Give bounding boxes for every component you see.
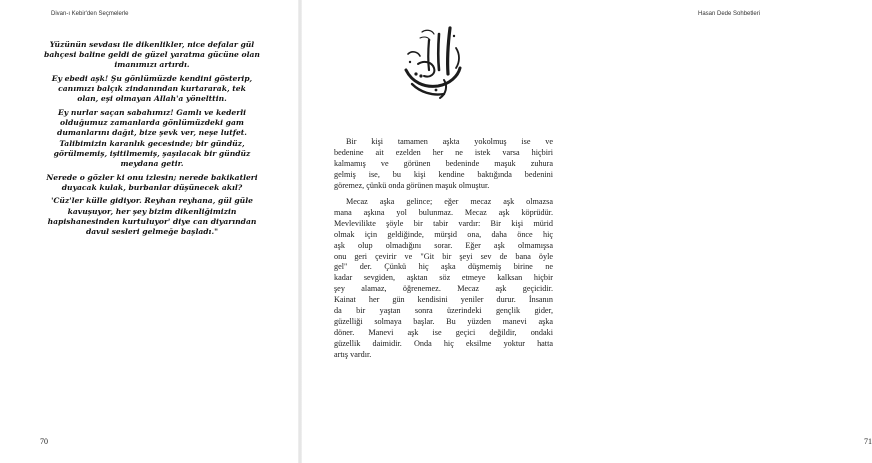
prose-line: aşk olup olmadığını sorar. Eğer aşk olmamışsa xyxy=(334,240,553,250)
poem-line: Talibimizin karanlık gecesinde; bir gündüz, xyxy=(59,138,245,148)
poem-line: bahçesi baline geldi de güzel yaratma gücüne olan xyxy=(44,50,260,60)
poem-line: olan, eşi olmayan Allah'a yönelttin. xyxy=(77,94,227,104)
prose-line: gel" der. Çünkü hiç aşka düşmemiş birine ne xyxy=(334,262,553,272)
poem-line: dumanlarını dağıt, bize şevk ver, neşe lutfet. xyxy=(57,128,247,138)
prose-line: Mecaz aşka gelince; eğer mecaz aşk olmazsa xyxy=(346,196,553,206)
prose-line: Mevlevilikte şöyle bir tabir vardır: Bir kişi mürid xyxy=(334,218,553,228)
prose-line: gelmiş ise, bu kişi kendine baktığında bedenini xyxy=(334,169,553,179)
poem-line: görülmemiş, işitilmemiş, şaşılacak bir gündüz xyxy=(53,148,251,158)
poem-line: kavuşuyor, her şey bizim dikenliğimizin xyxy=(67,206,237,216)
poem-line: meydana getir. xyxy=(120,159,184,169)
poem-line: Yüzünün sevdası ile dikenlikler, nice defalar gül xyxy=(49,40,255,49)
poem-line: Ey ebedi aşk! Şu gönlümüzde kendini gösterip, xyxy=(51,74,253,83)
poem-stanza xyxy=(33,196,271,237)
prose-line: güzellik daimidir. Onda hiç eksilme yoktur hatta xyxy=(334,339,553,349)
poem-line: 'Cüz'ler külle gidiyor. Reyhan reyhana, gül güle xyxy=(51,196,253,206)
prose-line: kadar sevgiden, aşktan söz etmeye kalksan hiçbir xyxy=(334,273,553,283)
prose-line: olmak için geldiğinde, mürşid ona, daha önce hiç xyxy=(334,229,553,239)
poem-line: hapishanesinden kurtuluyor' diye can diyarından xyxy=(47,216,257,226)
prose-line: bedenine ait ezelden her ne istek varsa hiçbiri xyxy=(334,147,553,157)
prose-line: döner. Manevi aşk ise geçici değildir, ondaki xyxy=(334,328,553,338)
prose-line: güzelliği solmaya başlar. Bu yüzden manevi aşka xyxy=(334,317,553,327)
poem-stanza xyxy=(33,173,271,193)
prose-line: Bir kişi tamamen aşkta yokolmuş ise ve xyxy=(346,137,553,146)
prose-line: Kainat her gün kendisini yeniler durur. İnsanın xyxy=(334,295,553,305)
prose-line: artış vardır. xyxy=(334,350,372,360)
right-page-number: 71 xyxy=(864,437,872,446)
poem-block xyxy=(33,40,271,241)
poem-line: duyacak kulak, burbanlar düşünecek akıl? xyxy=(61,182,243,192)
poem-stanza xyxy=(33,108,271,169)
poem-line: imanımızı artırdı. xyxy=(114,60,190,70)
left-page-number: 70 xyxy=(40,437,48,446)
poem-stanza xyxy=(33,40,271,71)
left-page xyxy=(0,0,300,463)
prose-line: şey alamaz, öğrenemez. Mecaz aşk geçicidir. xyxy=(334,284,553,294)
prose-line: göremez, çünkü onda görünen maşuk olmuştur. xyxy=(334,180,490,190)
left-running-head: Divan-ı Kebir'den Seçmelerle xyxy=(51,11,129,17)
prose-line: kalmamış ve görünen bedeninde maşuk zuhura xyxy=(334,158,553,168)
poem-line: Ey nurlar saçan sabahımız! Gamlı ve kederli xyxy=(57,108,247,117)
poem-line: olduğumuz zamanlarda gönlümüzdeki gam xyxy=(60,118,244,128)
poem-line: canımızı balçık zindanından kurtararak, tek xyxy=(58,84,246,94)
poem-stanza xyxy=(33,74,271,105)
right-running-head: Hasan Dede Sohbetleri xyxy=(698,11,761,17)
calligraphy-emblem-icon xyxy=(398,24,470,102)
poem-line: davul sesleri gelmeğe başladı." xyxy=(85,227,219,237)
prose-paragraph xyxy=(334,197,553,361)
prose-line: mana aşkına yol bulunmaz. Mecaz aşk köprüdür. xyxy=(334,207,553,217)
prose-line: onu geri çevirir ve "Git bir şeyi sev de bana öyle xyxy=(334,251,553,261)
prose-paragraph xyxy=(334,137,553,192)
prose-block xyxy=(334,137,553,366)
poem-line: Nerede o gözler ki onu izlesin; nerede bakikatleri xyxy=(46,172,258,182)
prose-line: da bir yaştan sonra üzerindeki gençlik gider, xyxy=(334,306,553,316)
